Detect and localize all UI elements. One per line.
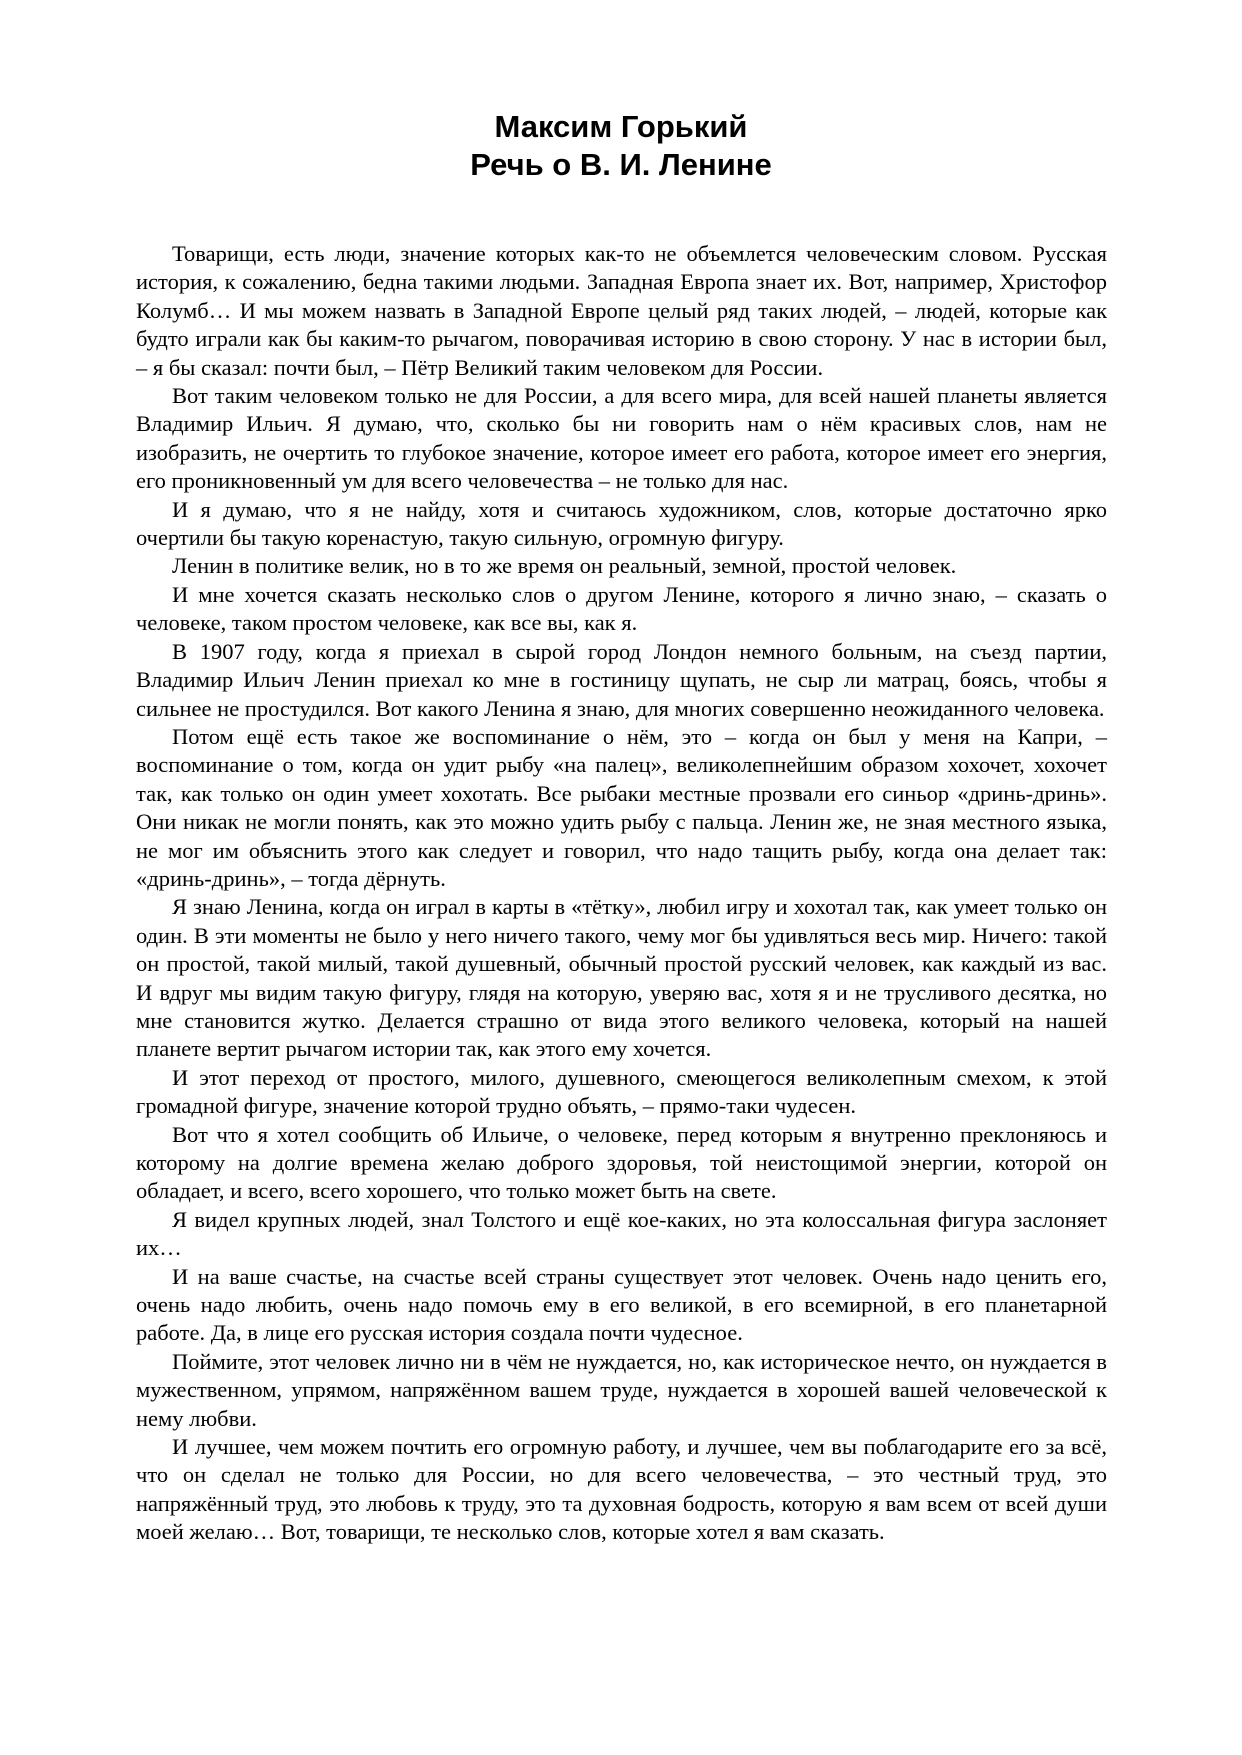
paragraph: Ленин в политике велик, но в то же время он реальный, земной, простой человек.: [172, 553, 957, 579]
title-block: [0, 108, 1242, 184]
paragraph: Поймите, этот человек лично ни в чём не нуждается, но, как историческое нечто, он нуждается в мужественном, упрямом, напряжённом вашем труде, нуждается в хорошей вашей человеческой к нему любви.: [136, 1348, 1107, 1431]
paragraph: И лучшее, чем можем почтить его огромную работу, и лучшее, чем вы поблагодарите его за всё, что он сделал не только для России, но для всего человечества, – это честный труд, это напряжённый труд, это любовь к труду, это та духовная бодрость, которую я вам всем от всей души моей желаю… Вот, товарищи, те несколько слов, которые хотел я вам сказать.: [136, 1434, 1107, 1545]
paragraph: И я думаю, что я не найду, хотя и считаюсь художником, слов, которые достаточно ярко очертили бы такую коренастую, такую сильную, огромную фигуру.: [136, 496, 1107, 551]
author-heading: Максим Горький: [494, 109, 748, 144]
paragraph: Товарищи, есть люди, значение которых как-то не объемлется человеческим словом. Русская история, к сожалению, бедна такими людьми. Западная Европа знает их. Вот, например, Христофор Колумб… И мы можем назвать в Западной Европе целый ряд таких людей, – людей, которые как будто играли как бы каким-то рычагом, поворачивая историю в свою сторону. У нас в истории был, – я бы сказал: почти был, – Пётр Великий таким человеком для России.: [136, 241, 1107, 380]
paragraph: И на ваше счастье, на счастье всей страны существует этот человек. Очень надо ценить его, очень надо любить, очень надо помочь ему в его великой, в его всемирной, в его планетарной работе. Да, в лице его русская история создала почти чудесное.: [136, 1263, 1107, 1346]
paragraph: Вот что я хотел сообщить об Ильиче, о человеке, перед которым я внутренно преклоняюсь и которому на долгие времена желаю доброго здоровья, той неистощимой энергии, которой он обладает, и всего, всего хорошего, что только может быть на свете.: [136, 1121, 1107, 1204]
paragraph: В 1907 году, когда я приехал в сырой город Лондон немного больным, на съезд партии, Владимир Ильич Ленин приехал ко мне в гостиницу щупать, не сыр ли матрац, боясь, чтобы я сильнее не простудился. Вот какого Ленина я знаю, для многих совершенно неожиданного человека.: [136, 638, 1107, 721]
paragraph: Я видел крупных людей, знал Толстого и ещё кое-каких, но эта колоссальная фигура заслоняет их…: [136, 1206, 1107, 1261]
document-title: Речь о В. И. Ленине: [470, 147, 772, 182]
paragraph: И мне хочется сказать несколько слов о другом Ленине, которого я лично знаю, – сказать о человеке, таком простом человеке, как все вы, как я.: [136, 581, 1107, 636]
paragraph: Вот таким человеком только не для России, а для всего мира, для всей нашей планеты является Владимир Ильич. Я думаю, что, сколько бы ни говорить нам о нём красивых слов, нам не изобразить, не очертить то глубокое значение, которое имеет его работа, которое имеет его энергия, его проникновенный ум для всего человечества – не только для нас.: [136, 383, 1107, 494]
paragraph: Потом ещё есть такое же воспоминание о нём, это – когда он был у меня на Капри, – воспоминание о том, когда он удит рыбу «на палец», великолепнейшим образом хохочет, хохочет так, как только он один умеет хохотать. Все рыбаки местные прозвали его синьор «дринь-дринь». Они никак не могли понять, как это можно удить рыбу с пальца. Ленин же, не зная местного языка, не мог им объяснить этого как следует и говорил, что надо тащить рыбу, когда она делает так: «дринь-дринь», – тогда дёрнуть.: [136, 723, 1107, 891]
paragraph: Я знаю Ленина, когда он играл в карты в «тётку», любил игру и хохотал так, как умеет только он один. В эти моменты не было у него ничего такого, чему мог бы удивляться весь мир. Ничего: такой он простой, такой милый, такой душевный, обычный простой русский человек, как каждый из вас. И вдруг мы видим такую фигуру, глядя на которую, уверяю вас, хотя я и не трусливого десятка, но мне становится жутко. Делается страшно от вида этого великого человека, который на нашей планете вертит рычагом истории так, как этого ему хочется.: [136, 894, 1107, 1062]
paragraph: И этот переход от простого, милого, душевного, смеющегося великолепным смехом, к этой громадной фигуре, значение которой трудно объять, – прямо-таки чудесен.: [136, 1064, 1107, 1119]
body-text: [136, 240, 1107, 1547]
